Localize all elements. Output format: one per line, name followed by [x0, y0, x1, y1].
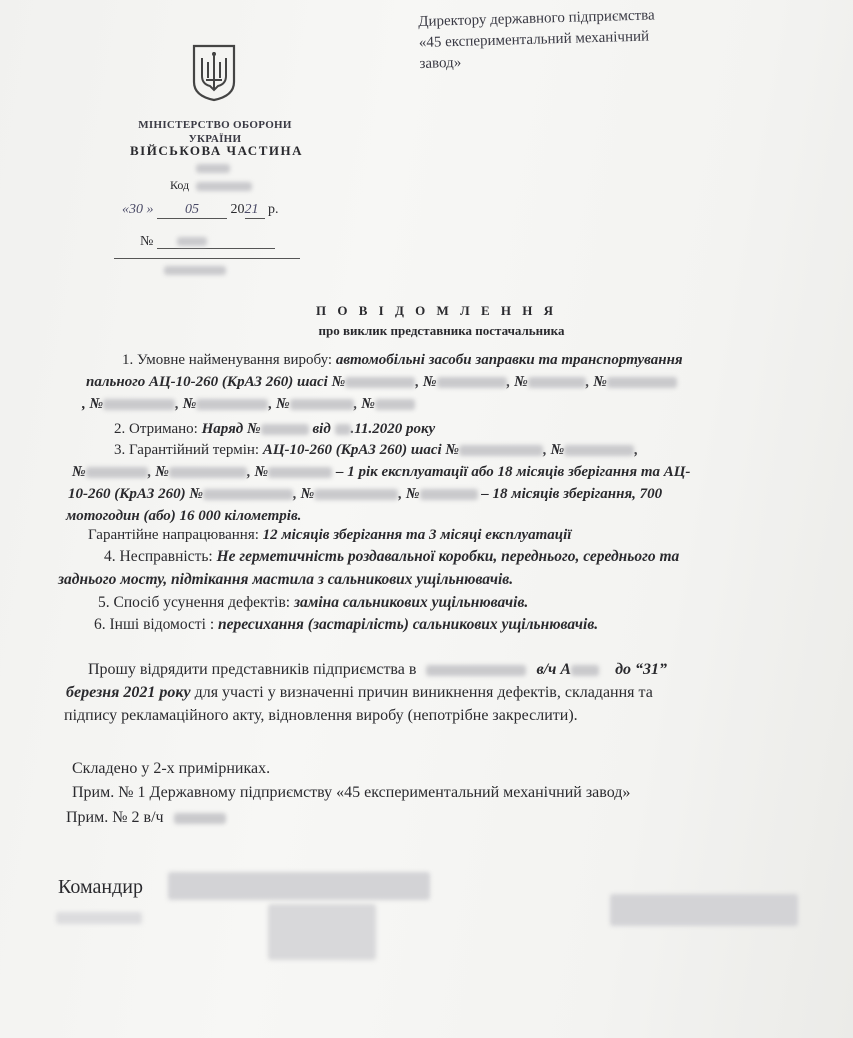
- redacted-commander-name: [610, 894, 798, 926]
- item-3-line-4: [66, 508, 301, 525]
- redacted-header-note: [164, 266, 226, 275]
- redacted-chassis: [345, 377, 415, 388]
- copies-line-3-text: Прим. № 2 в/ч: [66, 809, 164, 826]
- header-separator: [114, 258, 300, 259]
- request-line-3: [64, 707, 578, 725]
- date-day: «30 »: [122, 202, 154, 217]
- military-unit-label: ВІЙСЬКОВА ЧАСТИНА: [130, 143, 303, 158]
- item-2-label: 2. Отримано:: [114, 421, 198, 437]
- addressee-line-1: Директору державного підприємства: [418, 7, 655, 30]
- item-3-sep: , №: [543, 442, 565, 458]
- copies-line-2: Прим. № 1 Державному підприємству «45 експериментальний механічний завод»: [72, 784, 631, 801]
- signature-label: Командир: [58, 876, 143, 898]
- item-3-value-b: – 1 рік експлуатації або 18 місяців зберігання та АЦ-: [335, 464, 691, 480]
- redacted-location: [426, 665, 526, 676]
- redacted-commander-rank: [168, 872, 430, 900]
- date-year-hand: 21: [245, 202, 265, 219]
- redacted-chassis: [528, 377, 586, 388]
- guarantee-label: Гарантійне напрацювання:: [88, 527, 259, 543]
- request-deadline-month: березня 2021 року: [66, 684, 191, 701]
- redacted-rank-note: [56, 912, 142, 924]
- date-row: [122, 202, 279, 219]
- copies-line-3: [66, 809, 226, 827]
- item-4-line-2: [58, 571, 513, 589]
- item-1-line-1: [122, 352, 683, 369]
- number-field: [157, 234, 275, 249]
- ministry-header: [130, 118, 300, 146]
- item-3-value-d: – 18 місяців зберігання, 700: [481, 486, 663, 502]
- request-unit: в/ч А: [536, 661, 572, 678]
- item-6-line: [94, 616, 598, 634]
- redacted-unit-number: [571, 665, 599, 676]
- code-label: Код: [170, 178, 190, 192]
- item-1-sep: , №: [82, 396, 104, 412]
- item-4-line-1: [104, 548, 679, 566]
- date-suffix: р.: [268, 202, 279, 217]
- redacted-chassis: [103, 399, 175, 410]
- redacted-unit-number: [196, 164, 230, 173]
- item-1-sep: , №: [175, 396, 197, 412]
- item-3-value-a: АЦ-10-260 (КрАЗ 260) шасі №: [262, 442, 460, 458]
- redacted-chassis: [196, 399, 268, 410]
- item-5-label: 5. Спосіб усунення дефектів:: [98, 594, 291, 611]
- redacted-number: [177, 237, 207, 246]
- request-line-2: [66, 684, 653, 702]
- item-6-label: 6. Інші відомості :: [94, 616, 215, 633]
- date-month: 05: [157, 202, 227, 219]
- redacted-order-number: [261, 424, 309, 435]
- item-2-value-c: .11.2020 року: [350, 421, 436, 437]
- coat-of-arms-icon: [192, 44, 236, 102]
- document-subtitle: про виклик представника постачальника: [318, 323, 565, 338]
- request-text-b: для участі у визначенні причин виникнення дефектів, складання та: [194, 684, 653, 701]
- number-row: [140, 234, 275, 250]
- redacted-chassis: [437, 377, 507, 388]
- item-3-value-e: мотогодин (або) 16 000 кілометрів.: [66, 508, 302, 524]
- redacted-chassis: [607, 377, 677, 388]
- item-4-value-b: заднього мосту, підтікання мастила з сальникових ущільнювачів.: [58, 571, 514, 588]
- item-4-label: 4. Несправність:: [104, 548, 213, 565]
- item-6-value: пересихання (застарілість) сальникових ущільнювачів.: [218, 616, 599, 633]
- request-deadline-day: до “31”: [615, 661, 668, 678]
- item-3-sep: , №: [398, 486, 420, 502]
- item-1-sep: , №: [268, 396, 290, 412]
- guarantee-value: 12 місяців зберігання та 3 місяці експлуатації: [262, 527, 572, 543]
- ministry-line-2: УКРАЇНИ: [188, 133, 242, 145]
- addressee-line-2: «45 експериментальний механічний: [418, 28, 650, 51]
- item-3-line-1: 3. Гарантійний термін: АЦ-10-260 (КрАЗ 260) шасі № , № ,: [114, 442, 639, 458]
- redacted-chassis: [290, 399, 354, 410]
- item-1-sep: , №: [415, 374, 437, 390]
- guarantee-line: [88, 527, 571, 544]
- redacted-chassis: [420, 489, 478, 500]
- redacted-chassis: [268, 467, 332, 478]
- redacted-chassis: [314, 489, 398, 500]
- item-1-sep: , №: [506, 374, 528, 390]
- item-5-value: заміна сальникових ущільнювачів.: [293, 594, 529, 611]
- redacted-unit-number: [174, 813, 226, 824]
- request-line-1: [88, 661, 667, 679]
- item-1-line-2: [86, 374, 677, 391]
- item-3-value-c: 10-260 (КрАЗ 260) №: [68, 486, 204, 502]
- item-3-sep: , №: [293, 486, 315, 502]
- item-4-value-a: Не герметичність роздавальної коробки, переднього, середнього та: [216, 548, 680, 565]
- item-2-line: [114, 421, 435, 438]
- item-3-line-2: № , № , № – 1 рік експлуатації або 18 місяців зберігання та АЦ-: [72, 464, 691, 480]
- item-2-value-a: Наряд №: [201, 421, 261, 437]
- item-3-sep: , №: [147, 464, 169, 480]
- item-1-label: 1. Умовне найменування виробу:: [122, 352, 333, 368]
- code-row: [170, 178, 252, 193]
- item-1-line-3: [82, 396, 415, 413]
- copies-line-1: Складено у 2-х примірниках.: [72, 760, 271, 777]
- ministry-line-1: МІНІСТЕРСТВО ОБОРОНИ: [138, 119, 292, 131]
- redacted-chassis: [203, 489, 293, 500]
- number-label: №: [140, 234, 154, 249]
- redacted-chassis: [169, 467, 247, 478]
- item-3-line-3: [68, 486, 662, 503]
- item-3-label: 3. Гарантійний термін:: [114, 442, 260, 458]
- item-5-line: [98, 594, 528, 612]
- redacted-chassis: [459, 445, 543, 456]
- redacted-code: [196, 182, 252, 191]
- redacted-chassis: [564, 445, 634, 456]
- item-1-value-a: автомобільні засоби заправки та транспортування: [335, 352, 683, 368]
- redacted-day: [335, 424, 351, 435]
- request-text-c: підпису рекламаційного акту, відновлення виробу (непотрібне закреслити).: [64, 707, 578, 724]
- item-1-value-b: пального АЦ-10-260 (КрАЗ 260) шасі №: [86, 374, 346, 390]
- item-1-sep: , №: [585, 374, 608, 390]
- date-year-prefix: 20: [230, 202, 245, 217]
- redacted-chassis: [375, 399, 415, 410]
- redacted-signature: [268, 904, 376, 960]
- addressee-block: [418, 5, 656, 75]
- item-1-sep: , №: [353, 396, 375, 412]
- item-2-value-b: від: [312, 421, 331, 437]
- redacted-chassis: [86, 467, 148, 478]
- request-text-a: Прошу відрядити представників підприємства в: [88, 661, 417, 678]
- document-title: П О В І Д О М Л Е Н Н Я: [316, 303, 557, 318]
- item-3-sep: , №: [246, 464, 269, 480]
- addressee-line-3: завод»: [419, 54, 462, 72]
